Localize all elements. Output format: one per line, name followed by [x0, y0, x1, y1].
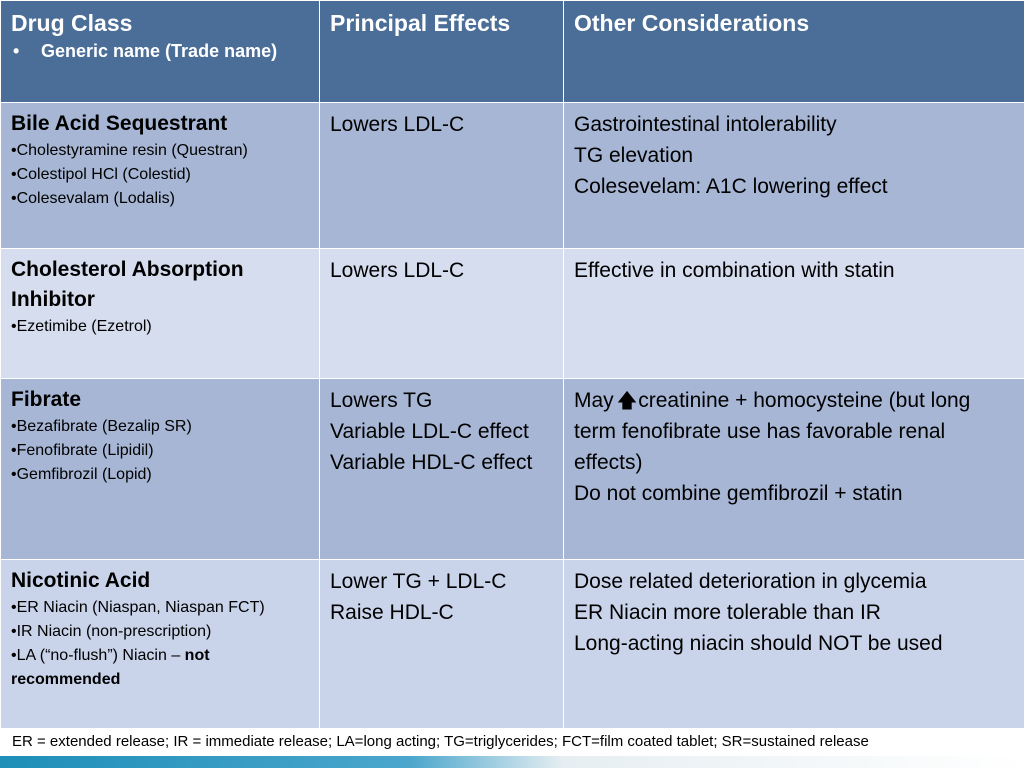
- consideration-line: ER Niacin more tolerable than IR: [574, 601, 881, 624]
- effects-cell: [320, 560, 564, 729]
- considerations-cell: [564, 249, 1024, 379]
- header-drug-class: [1, 1, 320, 103]
- effect-line: Raise HDL-C: [330, 601, 454, 624]
- drug-item: •Fenofibrate (Lipidil): [11, 442, 154, 459]
- consideration-line: [574, 385, 1014, 478]
- effects-cell: [320, 379, 564, 560]
- table-header-row: [1, 1, 1024, 103]
- table-row: [1, 103, 1024, 249]
- effect-line: Lowers LDL-C: [330, 259, 465, 282]
- drug-class-name: Nicotinic Acid: [11, 569, 151, 592]
- drug-class-cell: [1, 249, 320, 379]
- consideration-line: Colesevelam: A1C lowering effect: [574, 175, 888, 198]
- drug-class-cell: [1, 103, 320, 249]
- drug-item: •Cholestyramine resin (Questran): [11, 142, 248, 159]
- drug-class-name: Fibrate: [11, 388, 82, 411]
- consideration-prefix: May: [574, 389, 614, 412]
- footnote: ER = extended release; IR = immediate release; LA=long acting; TG=triglycerides; FCT=film coated tablet; SR=sustained release: [0, 728, 1024, 756]
- header-bullet: •: [13, 41, 20, 61]
- consideration-line: Dose related deterioration in glycemia: [574, 570, 927, 593]
- effect-line: Variable HDL-C effect: [330, 451, 533, 474]
- header-drug-class-title: Drug Class: [11, 10, 133, 36]
- drug-item: [11, 644, 309, 692]
- drug-item-prefix: •LA (“no-flush”) Niacin –: [11, 647, 181, 664]
- effect-line: Lowers TG: [330, 389, 433, 412]
- drug-item: •ER Niacin (Niaspan, Niaspan FCT): [11, 599, 265, 616]
- consideration-line: Gastrointestinal intolerability: [574, 113, 837, 136]
- bottom-decorative-bar: [0, 756, 1024, 768]
- drug-class-cell: [1, 379, 320, 560]
- considerations-cell: [564, 103, 1024, 249]
- consideration-line: Long-acting niacin should NOT be used: [574, 632, 943, 655]
- table-row: [1, 249, 1024, 379]
- drug-item: •Ezetimibe (Ezetrol): [11, 318, 152, 335]
- header-other-considerations: Other Considerations: [564, 1, 1024, 103]
- effect-line: Lowers LDL-C: [330, 113, 465, 136]
- table-row: [1, 379, 1024, 560]
- drug-item: •IR Niacin (non-prescription): [11, 623, 212, 640]
- consideration-line: Do not combine gemfibrozil + statin: [574, 482, 903, 505]
- consideration-rest: creatinine + homocysteine (but long term fenofibrate use has favorable renal effects): [574, 389, 971, 474]
- effects-cell: [320, 103, 564, 249]
- table-row: [1, 560, 1024, 729]
- drug-item: •Gemfibrozil (Lopid): [11, 466, 152, 483]
- not-recommended-label: not recommended: [11, 647, 210, 688]
- effect-line: Lower TG + LDL-C: [330, 570, 507, 593]
- drug-class-cell: [1, 560, 320, 729]
- considerations-cell: [564, 379, 1024, 560]
- drug-class-name: Bile Acid Sequestrant: [11, 112, 228, 135]
- consideration-line: Effective in combination with statin: [574, 259, 895, 282]
- effects-cell: [320, 249, 564, 379]
- drug-class-name: Cholesterol Absorption Inhibitor: [11, 258, 244, 311]
- drug-item: •Colesevalam (Lodalis): [11, 190, 175, 207]
- header-generic-name: Generic name (Trade name): [41, 41, 278, 61]
- header-principal-effects: Principal Effects: [320, 1, 564, 103]
- effect-line: Variable LDL-C effect: [330, 420, 529, 443]
- consideration-line: TG elevation: [574, 144, 694, 167]
- drug-item: •Colestipol HCl (Colestid): [11, 166, 191, 183]
- considerations-cell: [564, 560, 1024, 729]
- drug-item: •Bezafibrate (Bezalip SR): [11, 418, 192, 435]
- up-arrow-icon: 🡅: [616, 390, 638, 412]
